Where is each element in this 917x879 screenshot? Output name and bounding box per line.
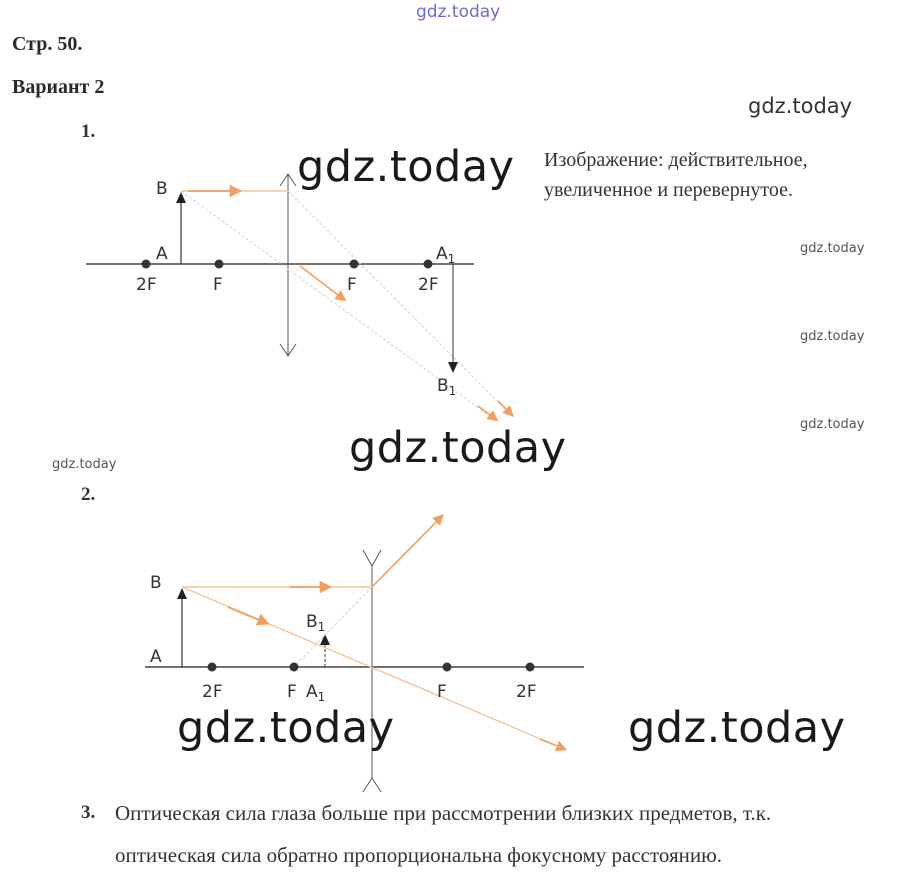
task2-number: 2. bbox=[81, 484, 96, 505]
ray-center-2-end-arrow bbox=[540, 739, 562, 748]
label-f-left: F bbox=[213, 275, 223, 295]
watermark-diagram2-left: gdz.today bbox=[177, 703, 395, 753]
label-f-right: F bbox=[347, 275, 357, 295]
watermark-right-tiny-1: gdz.today bbox=[800, 241, 865, 256]
task3-line2: оптическая сила обратно пропорциональна фокусному расстоянию. bbox=[115, 843, 723, 867]
label-a-2: A bbox=[150, 647, 162, 667]
watermark-right-tiny-3: gdz.today bbox=[800, 417, 865, 432]
label-a: A bbox=[156, 244, 168, 264]
ray-diverged-2 bbox=[372, 518, 440, 587]
watermark-top: gdz.today bbox=[416, 2, 501, 22]
label-f-left-2: F bbox=[287, 682, 297, 702]
point-2f-right-2 bbox=[526, 663, 535, 672]
point-2f-left-2 bbox=[208, 663, 217, 672]
label-b: B bbox=[156, 179, 168, 199]
label-a1-2: $A_1$ bbox=[306, 682, 326, 704]
label-f-right-2: F bbox=[437, 682, 447, 702]
watermark-right-small: gdz.today bbox=[748, 94, 853, 118]
watermark-diagram1-bottom: gdz.today bbox=[349, 423, 567, 473]
watermark-left-tiny: gdz.today bbox=[52, 457, 117, 472]
page-title: Стр. 50. bbox=[12, 33, 83, 55]
label-a1: $A_1$ bbox=[436, 244, 456, 266]
lens-bottom-fork bbox=[363, 778, 381, 792]
label-2f-left: 2F bbox=[136, 275, 157, 295]
label-b1: $B_1$ bbox=[437, 376, 457, 398]
task3-line1: Оптическая сила глаза больше при рассмотрении близких предметов, т.к. bbox=[115, 801, 772, 825]
variant-heading: Вариант 2 bbox=[12, 76, 105, 98]
object-arrowhead-2 bbox=[177, 588, 187, 599]
label-b1-2: $B_1$ bbox=[306, 612, 326, 634]
lens-top-fork bbox=[363, 550, 381, 566]
task1-answer-line2: увеличенное и перевернутое. bbox=[544, 179, 794, 201]
task3-number: 3. bbox=[81, 802, 96, 823]
watermark-right-tiny-2: gdz.today bbox=[800, 329, 865, 344]
label-b-2: B bbox=[150, 573, 162, 593]
label-2f-left-2: 2F bbox=[202, 682, 223, 702]
ray-center-2-arrow bbox=[228, 607, 264, 622]
watermark-diagram2-right: gdz.today bbox=[628, 703, 846, 753]
point-f-left-2 bbox=[290, 663, 299, 672]
task1-number: 1. bbox=[81, 121, 96, 142]
point-f-right-2 bbox=[443, 663, 452, 672]
task1-answer-line1: Изображение: действительное, bbox=[544, 149, 808, 171]
label-2f-right: 2F bbox=[418, 275, 439, 295]
label-2f-right-2: 2F bbox=[516, 682, 537, 702]
watermark-diagram1: gdz.today bbox=[297, 142, 515, 192]
